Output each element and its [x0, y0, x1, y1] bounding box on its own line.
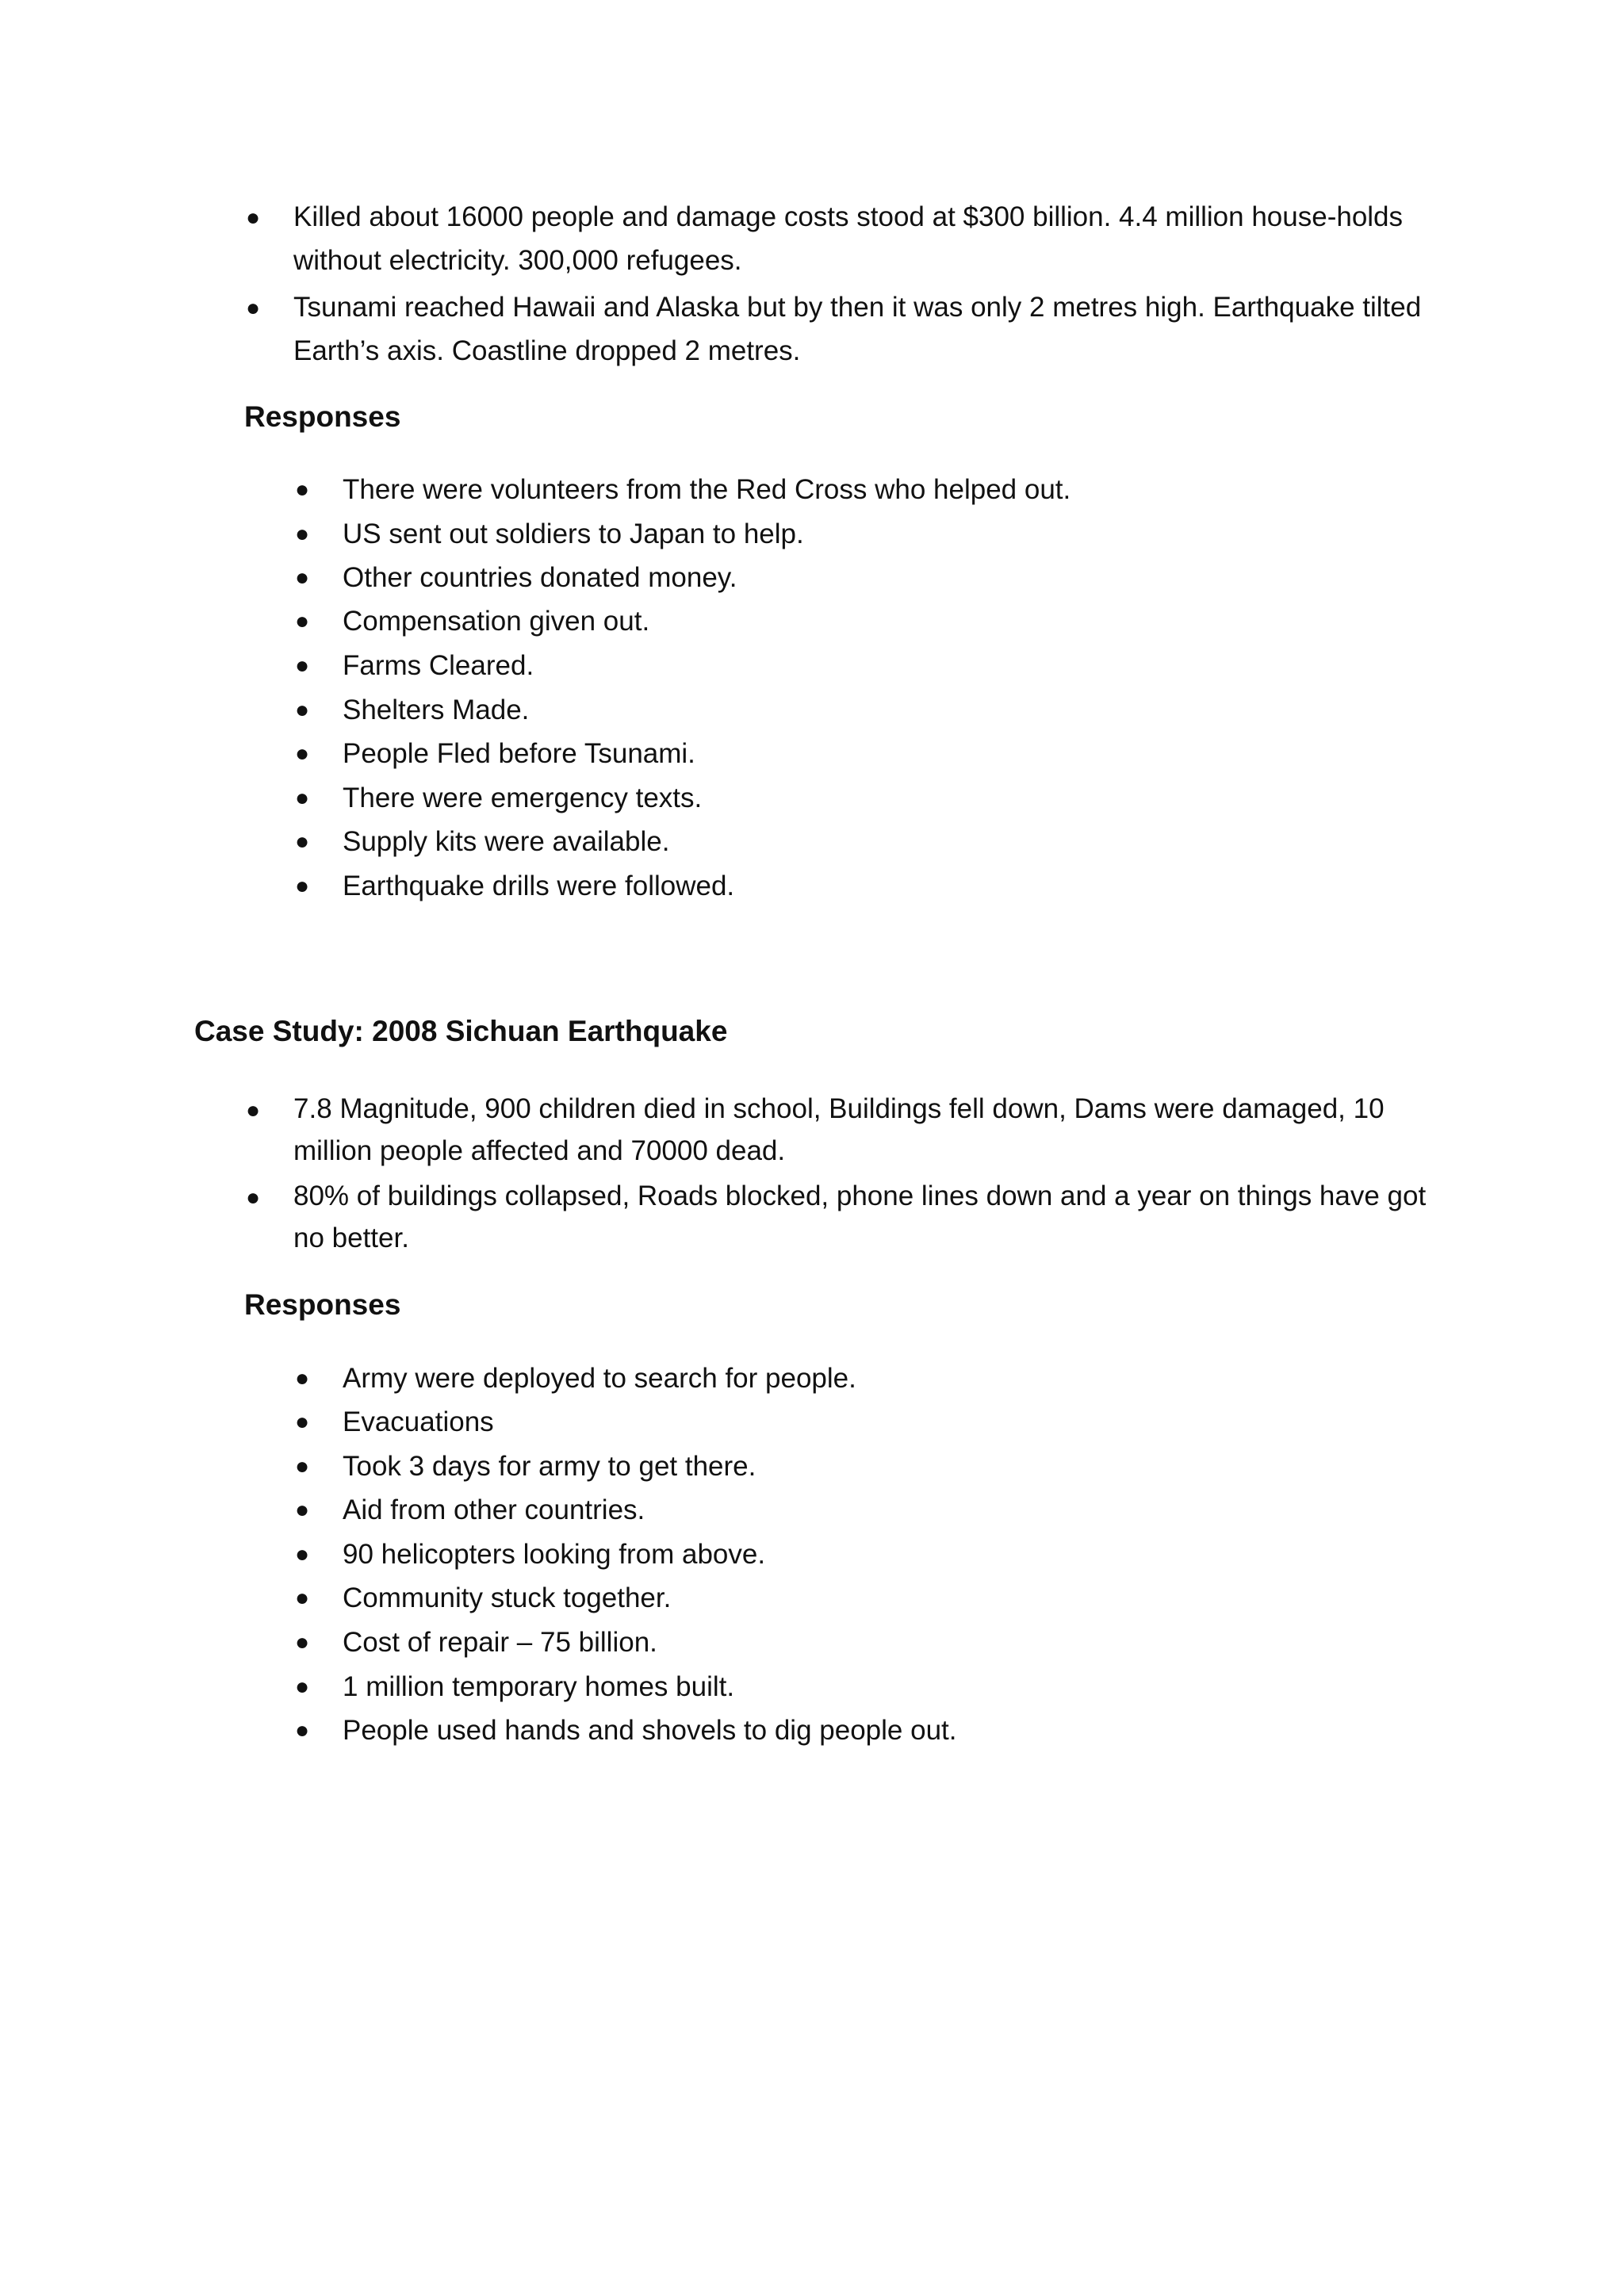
- list-item: [295, 1627, 657, 1659]
- bullet-icon: ●: [295, 828, 310, 855]
- list-item: [295, 650, 534, 682]
- list-item: [295, 826, 670, 858]
- list-item: [295, 474, 1071, 506]
- list-item-text: Cost of repair – 75 billion.: [343, 1627, 657, 1658]
- list-item: [295, 1363, 856, 1395]
- bullet-icon: ●: [295, 1674, 310, 1700]
- bullet-icon: ●: [295, 1453, 310, 1479]
- bullet-icon: ●: [295, 740, 310, 767]
- list-item-text: 80% of buildings collapsed, Roads blocked, phone lines down and a year on things have got no better.: [293, 1181, 1427, 1253]
- list-item: [295, 1715, 957, 1747]
- list-item: [295, 1539, 766, 1571]
- bullet-icon: ●: [295, 652, 310, 679]
- bullet-icon: ●: [295, 1585, 310, 1611]
- list-item-text: 7.8 Magnitude, 900 children died in school, Buildings fell down, Dams were damaged, 10 million people affected and 70000 dead.: [293, 1093, 1385, 1166]
- list-item-text: US sent out soldiers to Japan to help.: [343, 519, 804, 549]
- list-item-text: 90 helicopters looking from above.: [343, 1539, 766, 1570]
- list-item-text: Aid from other countries.: [343, 1494, 645, 1525]
- list-item-text: There were emergency texts.: [343, 783, 703, 813]
- list-item-text: Tsunami reached Hawaii and Alaska but by then it was only 2 metres high. Earthquake tilted Earth’s axis. Coastline dropped 2 metres.: [293, 292, 1422, 366]
- bullet-icon: ●: [246, 295, 261, 321]
- list-item-text: Shelters Made.: [343, 695, 530, 725]
- list-item-text: Community stuck together.: [343, 1582, 672, 1613]
- list-item-text: Army were deployed to search for people.: [343, 1363, 856, 1394]
- list-item: [295, 1406, 494, 1438]
- bullet-icon: ●: [295, 1629, 310, 1655]
- bullet-icon: ●: [295, 1541, 310, 1567]
- list-item: [295, 871, 735, 902]
- bullet-icon: ●: [295, 1365, 310, 1391]
- list-item-text: Earthquake drills were followed.: [343, 871, 735, 901]
- list-item: [246, 1088, 1443, 1172]
- list-item: [246, 1175, 1443, 1259]
- bullet-icon: ●: [295, 1409, 310, 1435]
- list-item-text: Farms Cleared.: [343, 650, 534, 681]
- section-heading: Responses: [244, 400, 401, 433]
- list-item: [295, 519, 804, 550]
- list-item-text: Evacuations: [343, 1406, 494, 1437]
- bullet-icon: ●: [295, 1717, 310, 1743]
- list-item-text: There were volunteers from the Red Cross who helped out.: [343, 474, 1071, 505]
- case-study-title: Case Study: 2008 Sichuan Earthquake: [194, 1015, 728, 1047]
- list-item: [295, 738, 695, 770]
- bullet-icon: ●: [295, 785, 310, 811]
- list-item: [295, 783, 703, 814]
- list-item-text: People used hands and shovels to dig people out.: [343, 1715, 957, 1746]
- list-item: [295, 606, 650, 637]
- bullet-icon: ●: [295, 476, 310, 503]
- list-item-text: Other countries donated money.: [343, 562, 737, 593]
- bullet-icon: ●: [295, 873, 310, 899]
- list-item-text: Killed about 16000 people and damage costs stood at $300 billion. 4.4 million house-holds without electricity. 300,000 refugees.: [293, 201, 1404, 276]
- bullet-icon: ●: [295, 608, 310, 634]
- list-item-text: People Fled before Tsunami.: [343, 738, 695, 769]
- bullet-icon: ●: [246, 205, 261, 231]
- list-item-text: 1 million temporary homes built.: [343, 1671, 735, 1702]
- bullet-icon: ●: [246, 1184, 261, 1211]
- bullet-icon: ●: [295, 1497, 310, 1523]
- list-item-text: Took 3 days for army to get there.: [343, 1451, 756, 1482]
- list-item: [295, 1671, 735, 1703]
- list-item-text: Supply kits were available.: [343, 826, 670, 857]
- list-item: [295, 1451, 756, 1483]
- bullet-icon: ●: [295, 564, 310, 591]
- list-item: [246, 285, 1443, 373]
- section-heading: Responses: [244, 1288, 401, 1321]
- bullet-icon: ●: [246, 1097, 261, 1123]
- list-item: [295, 695, 530, 726]
- bullet-icon: ●: [295, 697, 310, 723]
- list-item: [246, 195, 1443, 282]
- list-item: [295, 1494, 645, 1526]
- list-item-text: Compensation given out.: [343, 606, 650, 637]
- list-item: [295, 562, 737, 594]
- list-item: [295, 1582, 672, 1614]
- bullet-icon: ●: [295, 521, 310, 547]
